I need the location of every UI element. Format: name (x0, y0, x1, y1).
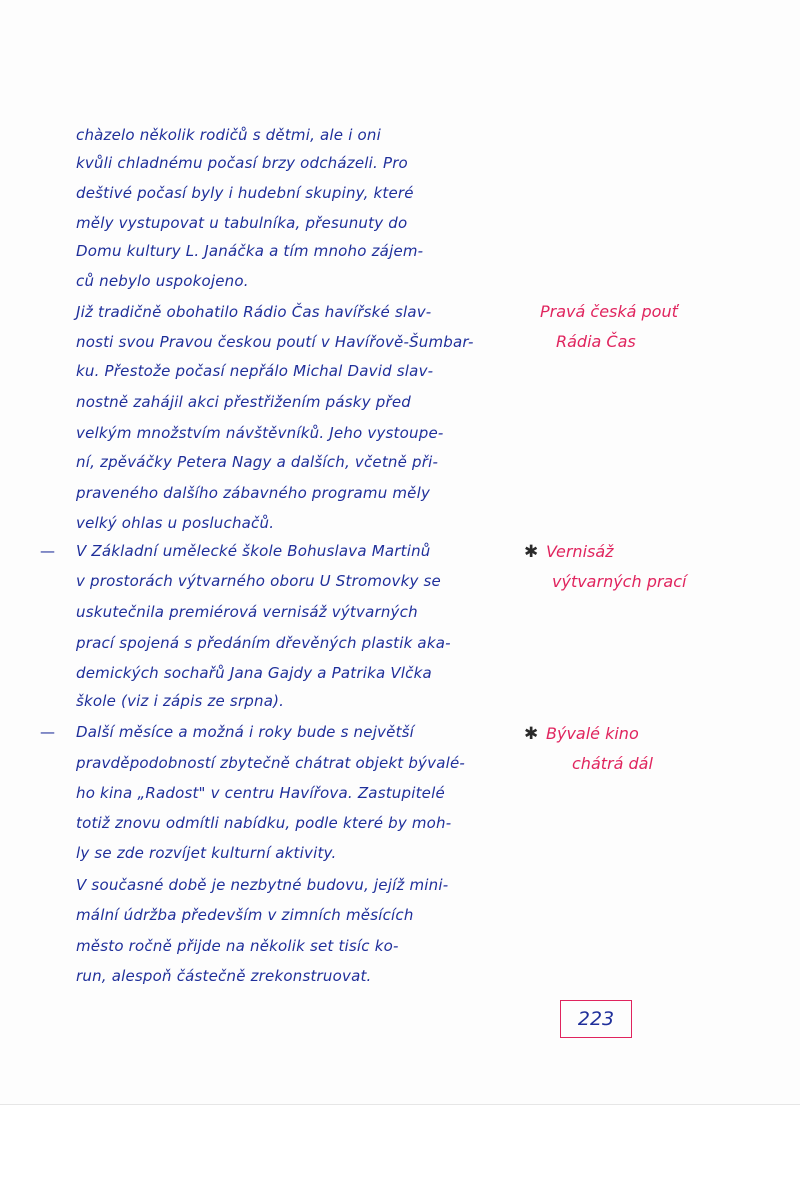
text-line: Již tradičně obohatilo Rádio Čas havířské slav- (76, 303, 432, 321)
text-line: velký ohlas u posluchačů. (76, 514, 275, 532)
text-line: deštivé počasí byly i hudební skupiny, které (76, 184, 414, 202)
asterisk-mark: ✱ (524, 542, 539, 562)
asterisk-mark: ✱ (524, 724, 539, 744)
text-line: nostně zahájil akci přestřižením pásky před (76, 393, 411, 411)
text-line: město ročně přijde na několik set tisíc ko- (76, 937, 399, 955)
text-line: praveného dalšího zábavného programu měly (76, 484, 431, 502)
text-line: totiž znovu odmítli nabídku, podle které by moh- (76, 814, 452, 832)
text-line: ců nebylo uspokojeno. (76, 272, 249, 290)
margin-note-line: výtvarných prací (552, 572, 687, 591)
text-line: ly se zde rozvíjet kulturní aktivity. (76, 844, 337, 862)
bullet-dash: — (40, 542, 55, 560)
text-line: Další měsíce a možná i roky bude s největší (76, 723, 415, 741)
text-line: nosti svou Pravou českou poutí v Havířově-Šumbar- (76, 333, 474, 351)
margin-note-line: Bývalé kino (546, 724, 639, 743)
margin-note-line: Vernisáž (546, 542, 614, 561)
margin-note-line: chátrá dál (572, 754, 653, 773)
text-line: run, alespoň částečně zrekonstruovat. (76, 967, 372, 985)
text-line: Domu kultury L. Janáčka a tím mnoho zájem- (76, 242, 424, 260)
margin-note-line: Pravá česká pouť (540, 302, 678, 321)
text-line: v prostorách výtvarného oboru U Stromovky se (76, 572, 441, 590)
text-line: V Základní umělecké škole Bohuslava Martinů (76, 542, 431, 560)
text-line: V současné době je nezbytné budovu, jejíž mini- (76, 876, 449, 894)
text-line: pravděpodobností zbytečně chátrat objekt bývalé- (76, 754, 466, 772)
text-line: kvůli chladnému počasí brzy odcházeli. Pro (76, 154, 408, 172)
text-line: demických sochařů Jana Gajdy a Patrika Vlčka (76, 664, 432, 682)
text-line: měly vystupovat u tabulníka, přesunuty do (76, 214, 408, 232)
text-line: prací spojená s předáním dřevěných plastik aka- (76, 634, 451, 652)
page-number-box: 223 (560, 1000, 632, 1038)
text-line: chàzelo několik rodičů s dětmi, ale i oni (76, 126, 381, 144)
text-line: ku. Přestože počasí nepřálo Michal David slav- (76, 362, 434, 380)
text-line: ní, zpěváčky Petera Nagy a dalších, včetně při- (76, 453, 439, 471)
text-line: ho kina „Radost" v centru Havířova. Zastupitelé (76, 784, 445, 802)
margin-note-line: Rádia Čas (556, 332, 636, 351)
text-line: velkým množstvím návštěvníků. Jeho vystoupe- (76, 424, 444, 442)
text-line: škole (viz i zápis ze srpna). (76, 692, 285, 710)
bullet-dash: — (40, 723, 55, 741)
text-line: mální údržba především v zimních měsících (76, 906, 414, 924)
text-line: uskutečnila premiérová vernisáž výtvarných (76, 603, 418, 621)
